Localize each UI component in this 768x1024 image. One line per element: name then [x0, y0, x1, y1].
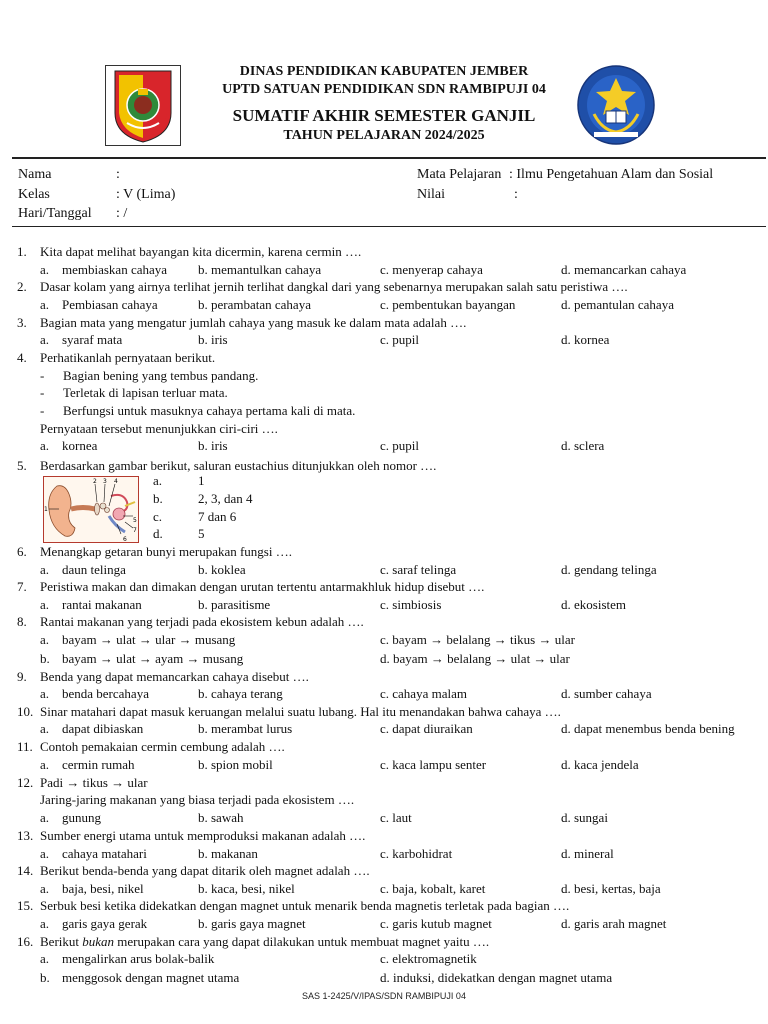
kelas-label: Kelas	[18, 187, 50, 202]
option-c: c. simbiosis	[380, 597, 442, 612]
option-a: gunung	[62, 810, 101, 825]
option-label: a.	[40, 262, 50, 277]
nama-label: Nama	[18, 167, 52, 182]
question-text: Sumber energi utama untuk memproduksi makanan adalah ….	[40, 828, 366, 843]
option-b: b. memantulkan cahaya	[198, 262, 322, 277]
header-school: UPTD SATUAN PENDIDIKAN SDN RAMBIPUJI 04	[222, 82, 546, 97]
option-d: d. bayam → belalang → ulat → ular	[380, 651, 570, 666]
bullet-dash: -	[40, 385, 45, 400]
option-b: b. sawah	[198, 810, 244, 825]
bullet-item: Berfungsi untuk masuknya cahaya pertama kali di mata.	[63, 403, 356, 418]
option-b: b. cahaya terang	[198, 686, 283, 701]
header-agency: DINAS PENDIDIKAN KABUPATEN JEMBER	[239, 64, 529, 79]
option-a: garis gaya gerak	[62, 916, 148, 931]
question-number: 1.	[17, 244, 27, 259]
option-d: d. garis arah magnet	[561, 916, 667, 931]
option-label: a.	[40, 438, 50, 453]
question-text: Benda yang dapat memancarkan cahaya disebut ….	[40, 669, 309, 684]
ear-number-3: 3	[103, 478, 107, 485]
nilai-value: :	[514, 187, 518, 202]
option-label: a.	[40, 632, 50, 647]
ear-number-6: 6	[123, 536, 127, 543]
header-divider	[12, 157, 766, 159]
option-c: c. pembentukan bayangan	[380, 297, 516, 312]
bullet-item: Bagian bening yang tembus pandang.	[63, 368, 259, 383]
option-a: cermin rumah	[62, 757, 135, 772]
question-text: Peristiwa makan dan dimakan dengan urutan tertentu antarmakhluk hidup disebut ….	[40, 579, 485, 594]
option-c: c. laut	[380, 810, 412, 825]
ear-number-5: 5	[133, 517, 137, 524]
question-text: Berikut benda-benda yang dapat ditarik oleh magnet adalah ….	[40, 863, 370, 878]
option-label: a.	[153, 473, 163, 488]
option-label: d.	[153, 526, 163, 541]
option-b: menggosok dengan magnet utama	[62, 970, 240, 985]
question-number: 16.	[17, 934, 34, 949]
option-label: a.	[40, 721, 50, 736]
option-c: 7 dan 6	[198, 509, 237, 524]
option-c: c. bayam → belalang → tikus → ular	[380, 632, 575, 647]
option-label: b.	[40, 970, 50, 985]
question-text: Bagian mata yang mengatur jumlah cahaya yang masuk ke dalam mata adalah ….	[40, 315, 467, 330]
option-b: b. makanan	[198, 846, 258, 861]
option-b: b. parasitisme	[198, 597, 271, 612]
option-d: d. dapat menembus benda bening	[561, 721, 735, 736]
option-label: a.	[40, 332, 50, 347]
option-a: mengalirkan arus bolak-balik	[62, 951, 215, 966]
option-label: a.	[40, 951, 50, 966]
question-number: 10.	[17, 704, 34, 719]
bullet-dash: -	[40, 368, 45, 383]
option-b: b. koklea	[198, 562, 246, 577]
option-b: b. iris	[198, 438, 228, 453]
question-text: Rantai makanan yang terjadi pada ekosistem kebun adalah ….	[40, 614, 364, 629]
question-text: Kita dapat melihat bayangan kita dicermin, karena cermin ….	[40, 244, 362, 259]
option-c: c. kaca lampu senter	[380, 757, 487, 772]
bullet-item: Terletak di lapisan terluar mata.	[63, 385, 228, 400]
option-d: d. sclera	[561, 438, 605, 453]
kelas-value: : V (Lima)	[116, 187, 176, 202]
question-text: Menangkap getaran bunyi merupakan fungsi ….	[40, 544, 292, 559]
question-stem: Pernyataan tersebut menunjukkan ciri-ciri ….	[40, 421, 278, 436]
question-number: 15.	[17, 898, 34, 913]
mapel-value: : Ilmu Pengetahuan Alam dan Sosial	[509, 167, 714, 182]
ear-number-7: 7	[133, 527, 137, 534]
option-b: b. iris	[198, 332, 228, 347]
question-number: 5.	[17, 458, 27, 473]
option-a: kornea	[62, 438, 98, 453]
option-label: b.	[153, 491, 163, 506]
option-b: b. merambat lurus	[198, 721, 293, 736]
option-c: c. karbohidrat	[380, 846, 453, 861]
option-a: dapat dibiaskan	[62, 721, 144, 736]
question-text: Berdasarkan gambar berikut, saluran eustachius ditunjukkan oleh nomor ….	[40, 458, 437, 473]
option-b: b. perambatan cahaya	[198, 297, 311, 312]
question-text-pre: Berikut	[40, 934, 83, 949]
option-label: a.	[40, 757, 50, 772]
question-number: 14.	[17, 863, 34, 878]
question-text	[40, 933, 489, 951]
option-d: d. besi, kertas, baja	[561, 881, 661, 896]
question-text: Perhatikanlah pernyataan berikut.	[40, 350, 216, 365]
option-d: d. memancarkan cahaya	[561, 262, 687, 277]
option-label: a.	[40, 881, 50, 896]
option-c: c. saraf telinga	[380, 562, 457, 577]
option-c: c. pupil	[380, 332, 419, 347]
question-stem: Jaring-jaring makanan yang biasa terjadi pada ekosistem ….	[40, 792, 355, 807]
nama-value: :	[116, 167, 120, 182]
option-c: c. cahaya malam	[380, 686, 467, 701]
option-d: d. kaca jendela	[561, 757, 639, 772]
hari-label: Hari/Tanggal	[18, 206, 92, 221]
option-a: Pembiasan cahaya	[62, 297, 158, 312]
question-text: Dasar kolam yang airnya terlihat jernih terlihat dangkal dari yang sebenarnya merupakan salah satu peristiwa ….	[40, 279, 628, 294]
mapel-label: Mata Pelajaran	[417, 167, 502, 182]
option-c: c. menyerap cahaya	[380, 262, 483, 277]
option-a: membiaskan cahaya	[62, 262, 168, 277]
option-b: 2, 3, dan 4	[198, 491, 253, 506]
info-divider	[12, 226, 766, 227]
option-b: b. garis gaya magnet	[198, 916, 306, 931]
question-text: Contoh pemakaian cermin cembung adalah ….	[40, 739, 285, 754]
ear-number-1: 1	[44, 506, 48, 513]
question-number: 8.	[17, 614, 27, 629]
option-a: daun telinga	[62, 562, 126, 577]
option-label: a.	[40, 297, 50, 312]
bullet-dash: -	[40, 403, 45, 418]
option-d: d. gendang telinga	[561, 562, 657, 577]
question-number: 3.	[17, 315, 27, 330]
option-d: d. sumber cahaya	[561, 686, 652, 701]
option-c: c. pupil	[380, 438, 419, 453]
ear-number-4: 4	[114, 478, 118, 485]
option-b: bayam → ulat → ayam → musang	[62, 651, 244, 666]
option-b: b. spion mobil	[198, 757, 273, 772]
option-d: d. induksi, didekatkan dengan magnet utama	[380, 970, 613, 985]
option-d: d. ekosistem	[561, 597, 626, 612]
option-d: d. kornea	[561, 332, 610, 347]
question-number: 7.	[17, 579, 27, 594]
header-year: TAHUN PELAJARAN 2024/2025	[283, 128, 485, 143]
option-a: baja, besi, nikel	[62, 881, 144, 896]
option-label: a.	[40, 562, 50, 577]
option-label: a.	[40, 686, 50, 701]
question-number: 13.	[17, 828, 34, 843]
option-a: syaraf mata	[62, 332, 123, 347]
header-exam-title: SUMATIF AKHIR SEMESTER GANJIL	[232, 106, 536, 125]
option-b: b. kaca, besi, nikel	[198, 881, 295, 896]
question-number: 4.	[17, 350, 27, 365]
option-a: benda bercahaya	[62, 686, 149, 701]
option-c: c. garis kutub magnet	[380, 916, 492, 931]
question-text: Sinar matahari dapat masuk keruangan melalui suatu lubang. Hal itu menandakan bahwa cahaya ….	[40, 704, 561, 719]
option-label: c.	[153, 509, 163, 524]
ear-number-2: 2	[93, 478, 97, 485]
option-label: a.	[40, 916, 50, 931]
question-number: 2.	[17, 279, 27, 294]
page-footer: SAS 1-2425/V/IPAS/SDN RAMBIPUJI 04	[302, 991, 466, 1001]
question-number: 9.	[17, 669, 27, 684]
option-a: bayam → ulat → ular → musang	[62, 632, 236, 647]
option-a: 1	[198, 473, 205, 488]
option-c: c. elektromagnetik	[380, 951, 477, 966]
question-text-post: merupakan cara yang dapat dilakukan untuk membuat magnet yaitu ….	[114, 934, 490, 949]
question-text: Padi → tikus → ular	[40, 775, 148, 790]
question-number: 6.	[17, 544, 27, 559]
hari-value: : /	[116, 206, 128, 221]
option-d: 5	[198, 526, 205, 541]
question-text-emphasis: bukan	[82, 934, 115, 949]
option-label: a.	[40, 597, 50, 612]
option-c: c. baja, kobalt, karet	[380, 881, 486, 896]
question-number: 12.	[17, 775, 34, 790]
question-text: Serbuk besi ketika didekatkan dengan magnet untuk menarik benda magnetis terletak pada bagian ….	[40, 898, 570, 913]
option-label: b.	[40, 651, 50, 666]
option-d: d. mineral	[561, 846, 614, 861]
option-d: d. pemantulan cahaya	[561, 297, 674, 312]
option-d: d. sungai	[561, 810, 608, 825]
option-label: a.	[40, 810, 50, 825]
option-c: c. dapat diuraikan	[380, 721, 473, 736]
option-label: a.	[40, 846, 50, 861]
nilai-label: Nilai	[417, 187, 445, 202]
option-a: cahaya matahari	[62, 846, 147, 861]
option-a: rantai makanan	[62, 597, 142, 612]
question-number: 11.	[17, 739, 33, 754]
